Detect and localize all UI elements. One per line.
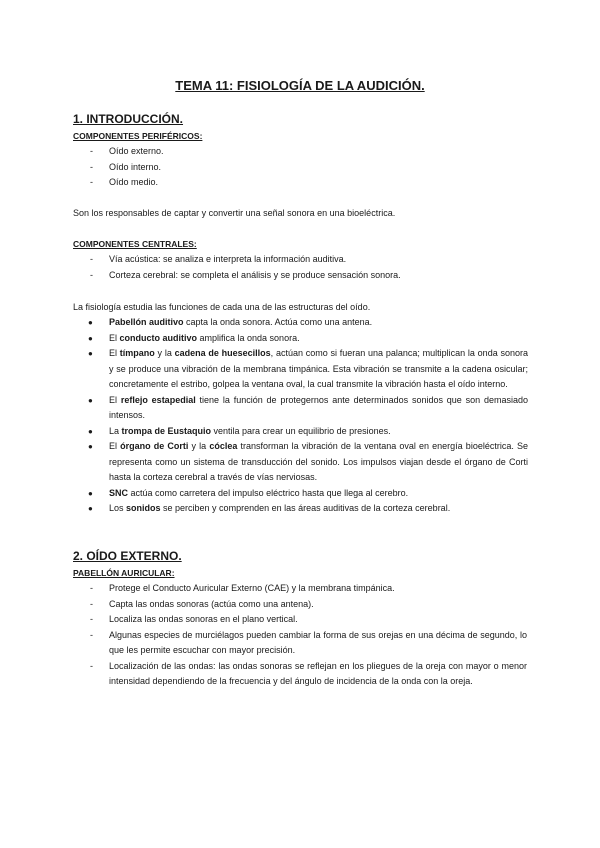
subheading-componentes-perifericos: COMPONENTES PERIFÉRICOS: (73, 131, 203, 141)
list-item: - Oído interno. (0, 160, 527, 176)
list-item: - Corteza cerebral: se completa el análisis y se produce sensación sonora. (0, 268, 527, 284)
bullet-marker: ● (88, 395, 93, 405)
section-heading-oido-externo: 2. OÍDO EXTERNO. (73, 549, 182, 563)
document-title: TEMA 11: FISIOLOGÍA DE LA AUDICIÓN. (175, 78, 425, 93)
list-item: ● Los sonidos se perciben y comprenden en las áreas auditivas de la corteza cerebral. (0, 501, 528, 517)
list-item: - Localización de las ondas: las ondas sonoras se reflejan en los pliegues de la oreja con mayor o menor intensidad dependiendo de la frecuencia y del ángulo de incidencia de la onda con la oreja. (90, 660, 527, 686)
bullet-marker: ● (88, 333, 93, 343)
list-item: - Protege el Conducto Auricular Externo (CAE) y la membrana timpánica. (0, 581, 527, 597)
list-item: ● El órgano de Corti y la cóclea transforman la vibración de la ventana oval en energía bioeléctrica. Se representa como un sistema de transducción del sonido. Los impulsos viajan desde el órgano de Corti hasta la corteza cerebral a través de vías nerviosas. (88, 441, 528, 482)
list-item: - Oído externo. (0, 144, 527, 160)
list-fisiologia (0, 315, 528, 517)
bullet-marker: ● (88, 349, 93, 358)
list-item: ● El conducto auditivo amplifica la onda sonora. (0, 331, 528, 347)
bullet-marker: ● (88, 504, 93, 513)
list-item: - Vía acústica: se analiza e interpreta la información auditiva. (0, 252, 527, 268)
dash-marker: - (90, 269, 93, 280)
bullet-marker: ● (88, 442, 93, 451)
list-item: - Capta las ondas sonoras (actúa como una antena). (0, 597, 527, 613)
dash-marker: - (90, 583, 93, 593)
list-componentes-perifericos (0, 144, 527, 191)
bullet-marker: ● (88, 318, 93, 327)
list-item: ● El reflejo estapedial tiene la función de protegernos ante determinados sonidos que son demasiado intensos. (88, 394, 529, 420)
dash-marker: - (90, 146, 93, 156)
list-item: - Localiza las ondas sonoras en el plano vertical. (0, 612, 527, 628)
list-item: ● El tímpano y la cadena de huesecillos, actúan como si fueran una palanca; multiplican la onda sonora y se produce una vibración de la membrana timpánica. Esta vibración se transmite a la cadena osicular; concretamente el estribo, golpea la ventana oval, la cual transmite la vibración hasta el oído interno. (88, 348, 528, 389)
list-item: ● Pabellón auditivo capta la onda sonora. Actúa como una antena. (0, 315, 528, 331)
section-heading-introduccion: 1. INTRODUCCIÓN. (73, 112, 184, 126)
dash-marker: - (90, 177, 93, 187)
summary-paragraph: Son los responsables de captar y convertir una señal sonora en una bioeléctrica. (73, 208, 396, 218)
dash-marker: - (90, 660, 93, 671)
dash-marker: - (90, 614, 93, 624)
subheading-componentes-centrales: COMPONENTES CENTRALES: (73, 239, 197, 249)
dash-marker: - (90, 598, 93, 609)
list-componentes-centrales (0, 252, 527, 283)
subheading-pabellon-auricular: PABELLÓN AURICULAR: (73, 568, 175, 578)
list-pabellon-auricular (0, 581, 527, 690)
bullet-marker: ● (88, 488, 93, 498)
fisiologia-intro: La fisiología estudia las funciones de cada una de las estructuras del oído. (73, 302, 371, 312)
dash-marker: - (90, 161, 93, 172)
list-item: - Algunas especies de murciélagos pueden cambiar la forma de sus orejas en una décima de segundo, lo que les permite escuchar con mayor precisión. (90, 629, 527, 655)
list-item: - Oído medio. (0, 175, 527, 191)
list-item: ● La trompa de Eustaquio ventila para crear un equilibrio de presiones. (0, 424, 528, 440)
list-item: ● SNC actúa como carretera del impulso eléctrico hasta que llega al cerebro. (0, 486, 528, 502)
dash-marker: - (90, 629, 93, 640)
bullet-marker: ● (88, 426, 93, 436)
dash-marker: - (90, 254, 93, 264)
